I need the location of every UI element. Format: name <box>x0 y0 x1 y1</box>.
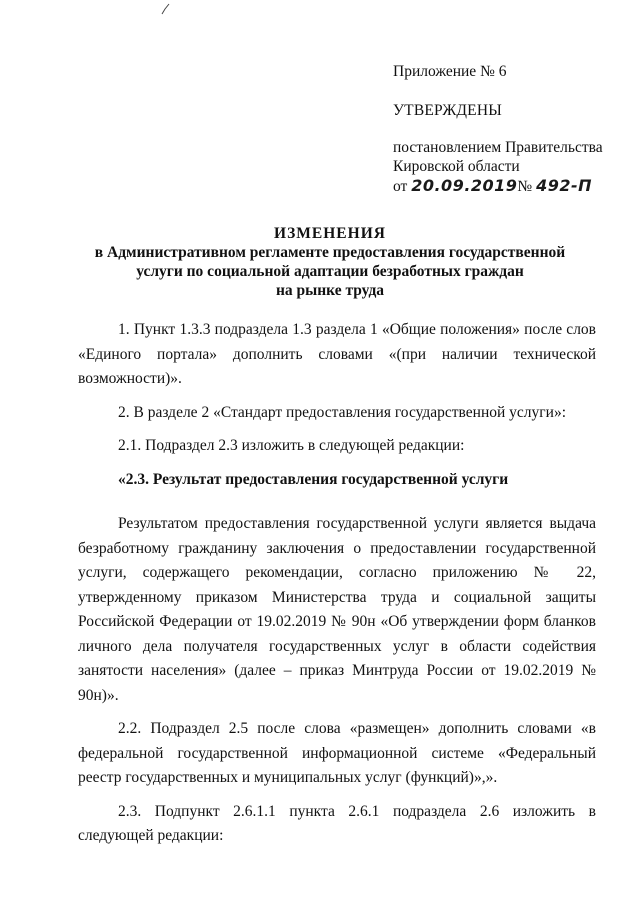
document-body <box>78 318 596 849</box>
paragraph-5: 2.2. Подраздел 2.5 после слова «размещен» дополнить словами «в федеральной государственной информационной системе «Федеральный реестр государственных и муниципальных услуг (функций)»,». <box>78 720 596 786</box>
approval-block <box>393 62 613 196</box>
number-sign: № <box>517 178 533 195</box>
decree-reference <box>393 138 613 196</box>
decree-line-1: постановлением Правительства <box>393 139 603 156</box>
title-heading: ИЗМЕНЕНИЯ <box>274 225 386 242</box>
decree-date-number <box>393 176 613 196</box>
pen-mark <box>161 2 171 16</box>
decree-line-2: Кировской области <box>393 158 520 175</box>
spacer <box>118 492 596 512</box>
paragraph-4: Результатом предоставления государственной услуги является выдача безработному гражданину заключения о предоставлении государственной услуги, содержащего рекомендации, согласно приложению № 22, утвержденному приказом Министерства труда и социальной защиты Российской Федерации от 19.02.2019 № 90н «Об утверждении форм бланков личного дела получателя государственных услуг в области содействия занятости населения» (далее – приказ Минтруда России от 19.02.2019 № 90н)». <box>78 515 596 704</box>
document-title <box>60 224 600 300</box>
paragraph-3: 2.1. Подраздел 2.3 изложить в следующей редакции: <box>118 437 465 454</box>
from-label: от <box>393 178 408 195</box>
appendix-label: Приложение № 6 <box>393 63 507 80</box>
title-line-1: в Административном регламенте предоставления государственной <box>94 244 566 261</box>
approved-label: УТВЕРЖДЕНЫ <box>393 102 502 119</box>
title-line-2: услуги по социальной адаптации безработных граждан <box>136 263 524 280</box>
handwritten-number: 492-П <box>536 176 593 195</box>
paragraph-1: 1. Пункт 1.3.3 подраздела 1.3 раздела 1 «Общие положения» после слов «Единого портала» дополнить словами «(при наличии технической возможности)». <box>78 321 596 387</box>
title-line-3: на рынке труда <box>275 282 385 299</box>
paragraph-2: 2. В разделе 2 «Стандарт предоставления государственной услуги»: <box>118 403 567 421</box>
handwritten-date: 20.09.2019 <box>411 176 518 195</box>
section-heading: «2.3. Результат предоставления государственной услуги <box>118 470 509 488</box>
paragraph-6: 2.3. Подпункт 2.6.1.1 пункта 2.6.1 подраздела 2.6 изложить в следующей редакции: <box>78 802 596 844</box>
